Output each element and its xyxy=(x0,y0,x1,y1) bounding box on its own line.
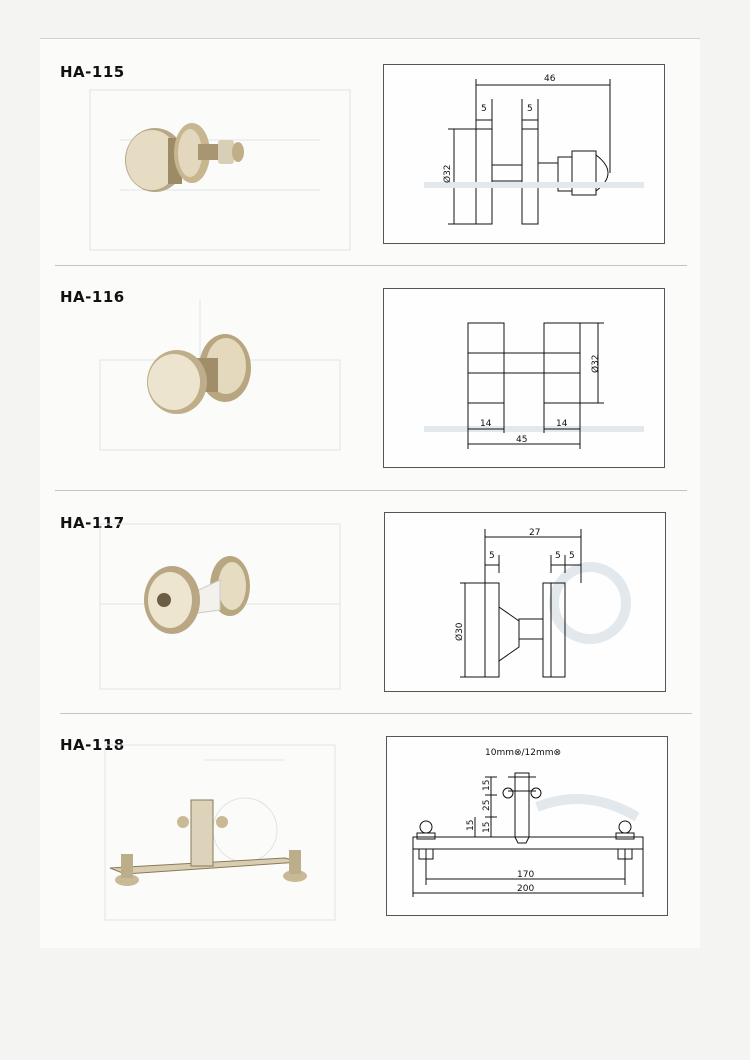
section-divider xyxy=(60,713,692,714)
product-code-ha116: HA-116 xyxy=(60,288,125,306)
dim-h1: 15 xyxy=(482,779,492,791)
dim-diameter: Ø32 xyxy=(591,354,601,373)
dim-overall: 27 xyxy=(529,528,541,538)
drawing-ha117 xyxy=(384,512,666,692)
product-photo-ha115 xyxy=(80,80,360,265)
dim-bolt: 10mm⊗/12mm⊗ xyxy=(485,748,562,758)
dim-left: 14 xyxy=(480,419,492,429)
dim-a: 5 xyxy=(481,104,487,114)
section-divider xyxy=(55,490,687,491)
product-code-ha117: HA-117 xyxy=(60,514,125,532)
dim-a: 5 xyxy=(489,551,495,561)
dim-b: 5 xyxy=(527,104,533,114)
product-code-ha115: HA-115 xyxy=(60,63,125,81)
product-photo-ha117 xyxy=(80,514,360,699)
drawing-ha115 xyxy=(383,64,665,244)
dim-diameter: Ø30 xyxy=(455,622,465,641)
drawing-ha118 xyxy=(386,736,668,916)
dim-inner: 170 xyxy=(517,870,535,880)
dim-overall: 45 xyxy=(516,435,528,445)
product-photo-ha118 xyxy=(85,740,365,925)
dim-diameter: Ø32 xyxy=(443,164,453,183)
dim-b: 5 xyxy=(555,551,561,561)
dim-h2: 25 xyxy=(482,799,492,811)
top-rule xyxy=(40,38,700,39)
section-divider xyxy=(55,265,687,266)
dim-outer: 200 xyxy=(517,884,535,894)
dim-overall: 46 xyxy=(544,74,556,84)
dim-h3: 15 xyxy=(466,819,476,831)
product-code-ha118: HA-118 xyxy=(60,736,125,754)
drawing-ha116 xyxy=(383,288,665,468)
dim-right: 14 xyxy=(556,419,568,429)
dim-c: 5 xyxy=(569,551,575,561)
dim-h4: 15 xyxy=(482,821,492,833)
product-photo-ha116 xyxy=(80,290,360,475)
